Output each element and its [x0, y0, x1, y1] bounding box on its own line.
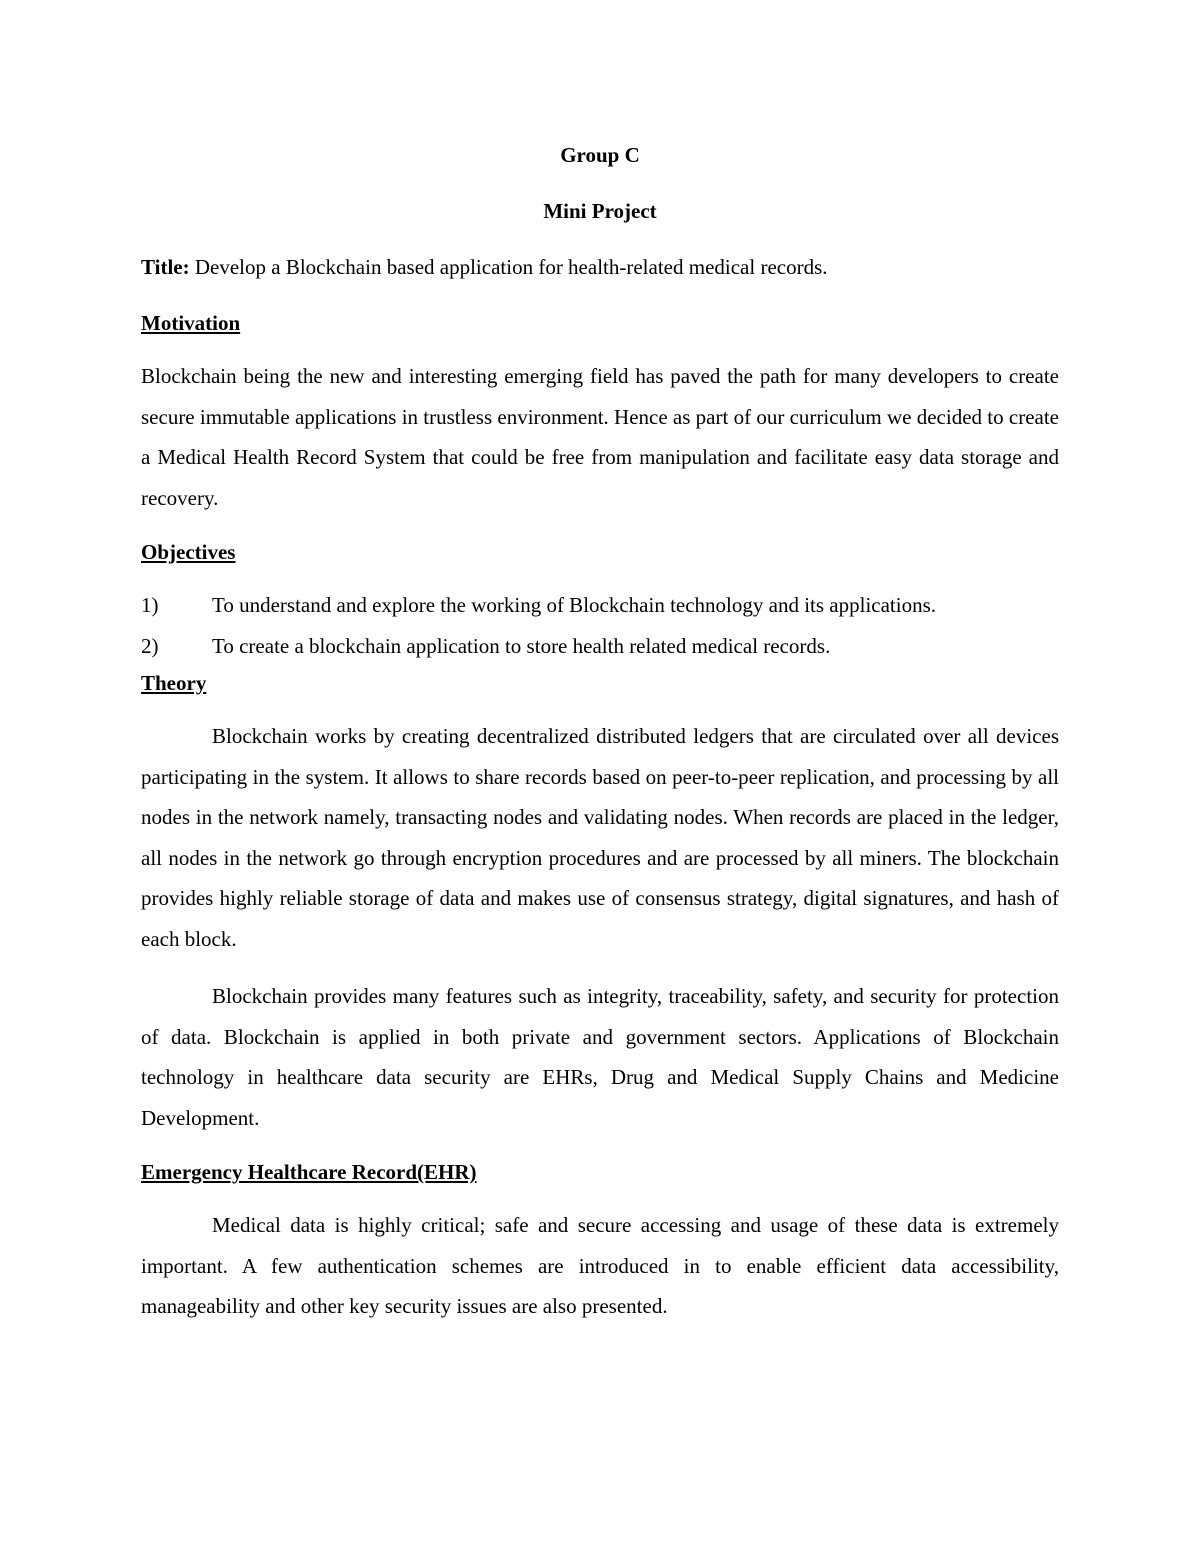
motivation-heading: Motivation [141, 311, 241, 335]
theory-paragraph-1: Blockchain works by creating decentralized distributed ledgers that are circulated over all devices participating in the system. It allows to share records based on peer-to-peer replication, and processing by all nodes in the network namely, transacting nodes and validating nodes. When records are placed in the ledger, all nodes in the network go through encryption procedures and are processed by all miners. The blockchain provides highly reliable storage of data and makes use of consensus strategy, digital signatures, and hash of each block. [141, 724, 1059, 951]
theory-heading: Theory [141, 671, 207, 695]
list-item-text: To understand and explore the working of Blockchain technology and its applications. [212, 593, 937, 617]
list-item [141, 626, 1059, 667]
project-title [141, 250, 1059, 284]
ehr-paragraph: Medical data is highly critical; safe and secure accessing and usage of these data is extremely important. A few authentication schemes are introduced in to enable efficient data accessibility, manageability and other key security issues are also presented. [141, 1213, 1059, 1318]
title-text: Develop a Blockchain based application for health-related medical records. [189, 255, 828, 279]
list-item-number: 1) [141, 593, 159, 617]
document-body [141, 138, 1059, 1327]
title-label: Title: [141, 255, 190, 279]
theory-paragraph-2: Blockchain provides many features such as integrity, traceability, safety, and security for protection of data. Blockchain is applied in both private and government sectors. Applications of Blockchain technology in healthcare data security are EHRs, Drug and Medical Supply Chains and Medicine Development. [141, 984, 1059, 1130]
list-item [141, 585, 1059, 626]
project-heading: Mini Project [543, 199, 657, 223]
group-heading: Group C [560, 143, 640, 167]
list-item-number: 2) [141, 633, 159, 658]
objectives-list [141, 585, 1059, 666]
ehr-heading: Emergency Healthcare Record(EHR) [141, 1160, 477, 1184]
list-item-text: To create a blockchain application to store health related medical records. [212, 633, 831, 658]
motivation-paragraph: Blockchain being the new and interesting emerging field has paved the path for many developers to create secure immutable applications in trustless environment. Hence as part of our curriculum we decided to create a Medical Health Record System that could be free from manipulation and facilitate easy data storage and recovery. [141, 364, 1059, 510]
objectives-heading: Objectives [141, 540, 236, 564]
